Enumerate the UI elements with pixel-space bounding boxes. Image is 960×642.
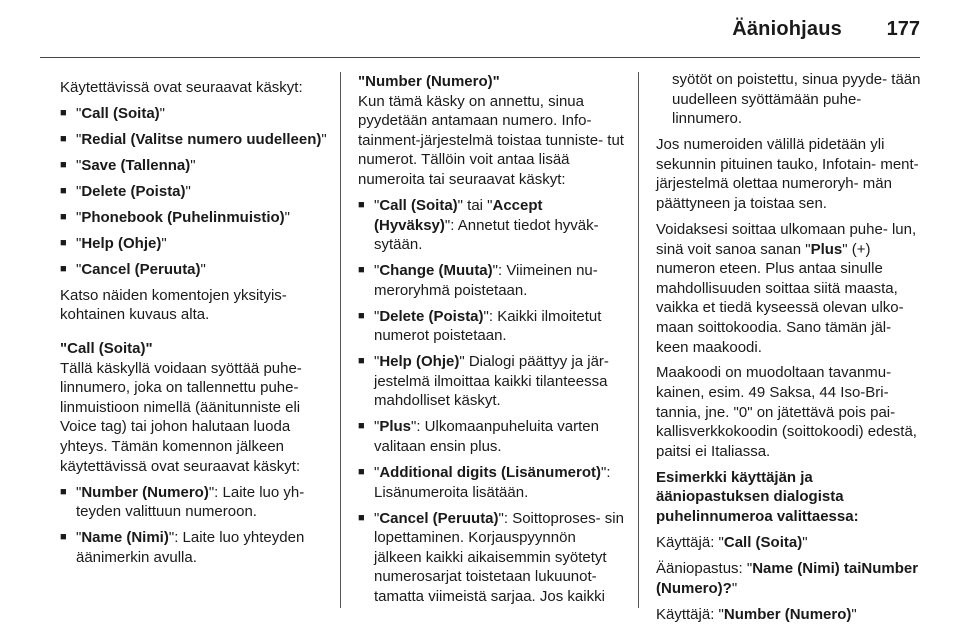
list-item: ■ "Save (Tallenna)": [60, 156, 328, 176]
section-heading-number: "Number (Numero)": [358, 73, 500, 90]
list-item: ■ "Delete (Poista)": [60, 182, 328, 202]
list-item: ■ "Change (Muuta)": Viimeinen nu- meroryhmä poistetaan.: [358, 261, 626, 300]
list-item: ■ "Plus": Ulkomaanpuheluita varten valitaan ensin plus.: [358, 417, 626, 456]
dialog-line: Käyttäjä: "Number (Numero)": [656, 605, 857, 623]
column-3: [656, 72, 924, 631]
list-item: ■ "Redial (Valitse numero uudelleen)": [60, 130, 328, 150]
list-item: ■ "Cancel (Peruuta)": Soittoproses- sin lopettaminen. Korjauspyynnön jälkeen kaikki aikaisemmin syötetyt numerosarjat toistetaan lukuunot- tamatta viimeistä sarjaa. Jos kaikki: [358, 509, 626, 607]
list-item: ■ "Phonebook (Puhelinmuistio)": [60, 208, 328, 228]
column-2: [358, 72, 626, 613]
number-command-list: [358, 196, 626, 607]
outro-text: Katso näiden komentojen yksityis- kohtainen kuvaus alta.: [60, 286, 287, 324]
plus-paragraph: Voidaksesi soittaa ulkomaan puhe- lun, sinä voit sanoa sanan "Plus" (+) numeron eteen. Plus antaa sinulle mahdollisuuden soittaa siitä maasta, vaikka et tiedä kyseessä olevan ulko- maan soittokoodia. Sano tämän jäl- keen maakoodi.: [656, 220, 917, 356]
intro-text: Käytettävissä ovat seuraavat käskyt:: [60, 79, 303, 96]
call-text: Tällä käskyllä voidaan syöttää puhe- linnumero, joka on tallennettu puhe- linmuistioon nimellä (äänitunniste eli Voice tag) tai johon halutaan luoda yhteys. Tämän komennon jälkeen käytettävissä ovat seuraavat käskyt:: [60, 359, 302, 475]
list-item: ■ "Delete (Poista)": Kaikki ilmoitetut numerot poistetaan.: [358, 307, 626, 346]
page-number: 177: [886, 18, 920, 40]
list-item: ■ "Help (Ohje)" Dialogi päättyy ja jär- jestelmä ilmoittaa kaikki tilanteessa mahdolliset käskyt.: [358, 352, 626, 411]
continued-text: syötöt on poistettu, sinua pyyde- tään uudelleen syöttämään puhe- linnumero.: [672, 71, 921, 128]
column-divider: [340, 72, 341, 608]
column-divider: [638, 72, 639, 608]
pause-paragraph: Jos numeroiden välillä pidetään yli sekunnin pituinen tauko, Infotain- ment-järjestelmä olettaa numeroryh- män päättyneen ja toistaa sen.: [656, 136, 919, 212]
list-item: ■ "Call (Soita)": [60, 104, 328, 124]
page-header: [0, 0, 960, 60]
list-item: ■ "Call (Soita)" tai "Accept (Hyväksy)": Annetut tiedot hyväk- sytään.: [358, 196, 626, 255]
list-item: ■ "Help (Ohje)": [60, 234, 328, 254]
header-divider: [40, 57, 920, 58]
page-title: Ääniohjaus: [732, 18, 842, 40]
list-item: ■ "Name (Nimi)": Laite luo yhteyden äänimerkin avulla.: [60, 528, 328, 567]
country-code-paragraph: Maakoodi on muodoltaan tavanmu- kainen, esim. 49 Saksa, 44 Iso-Bri- tannia, jne. "0" on jätettävä pois pai- kallisverkkokoodin (soittokoodi) edestä, paitsi ei Italiassa.: [656, 364, 917, 460]
dialog-line: Ääniopastus: "Name (Nimi) taiNumber (Numero)?": [656, 560, 919, 597]
list-item: ■ "Number (Numero)": Laite luo yh- teyden valittuun numeroon.: [60, 483, 328, 522]
list-item: ■ "Additional digits (Lisänumerot)": Lisänumeroita lisätään.: [358, 463, 626, 502]
number-text: Kun tämä käsky on annettu, sinua pyydetään antamaan numero. Info- tainment-järjestelmä toistaa tunniste- tut numerot. Tällöin voit antaa lisää numeroita tai seuraavat käskyt:: [358, 92, 624, 188]
example-heading: Esimerkki käyttäjän ja ääniopastuksen dialogista puhelinnumeroa valittaessa:: [656, 468, 859, 526]
list-item: ■ "Cancel (Peruuta)": [60, 260, 328, 280]
dialog-line: Käyttäjä: "Call (Soita)": [656, 534, 808, 552]
section-heading-call: "Call (Soita)": [60, 340, 153, 358]
call-command-list: [60, 483, 328, 568]
column-1: [60, 78, 328, 574]
command-list: [60, 104, 328, 280]
